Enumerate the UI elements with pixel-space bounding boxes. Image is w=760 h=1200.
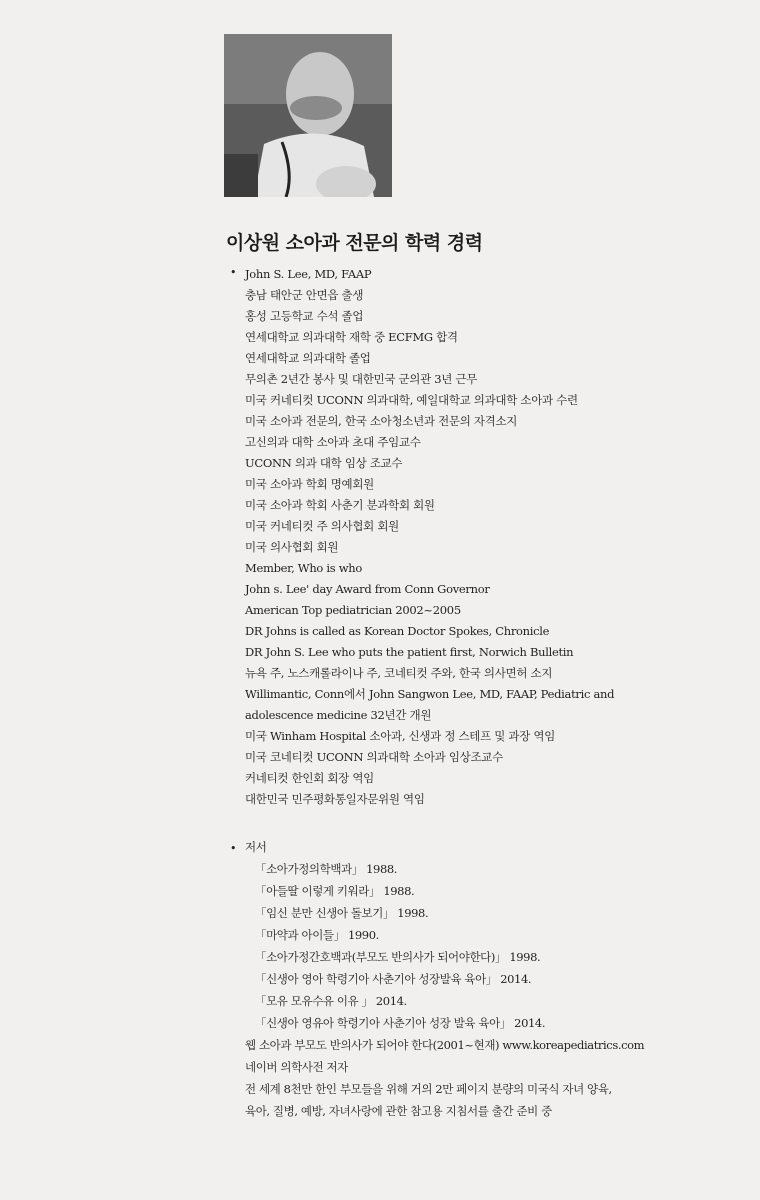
list-item: American Top pediatrician 2002~2005	[245, 603, 461, 617]
list-item: DR Johns is called as Korean Doctor Spokes, Chronicle	[245, 624, 550, 638]
list-item: 연세대학교 의과대학 재학 중 ECFMG 합격	[245, 330, 458, 344]
list-item: Willimantic, Conn에서 John Sangwon Lee, MD, FAAP, Pediatric and	[245, 687, 615, 701]
career-list	[245, 264, 665, 810]
list-item: 웹 소아과 부모도 반의사가 되어야 한다(2001~현재) www.koreapediatrics.com	[245, 1038, 645, 1052]
list-item: 미국 Winham Hospital 소아과, 신생과 정 스테프 및 과장 역임	[245, 729, 556, 743]
list-item: 네이버 의학사전 저자	[245, 1060, 348, 1074]
list-item: 연세대학교 의과대학 졸업	[245, 351, 371, 365]
list-item: John S. Lee, MD, FAAP	[245, 267, 372, 281]
list-item: Member, Who is who	[245, 561, 363, 575]
works-heading: 저서	[245, 840, 267, 854]
list-item: 미국 커네티컷 UCONN 의과대학, 예일대학교 의과대학 소아과 수련	[245, 393, 578, 407]
list-item: UCONN 의과 대학 임상 조교수	[245, 456, 403, 470]
list-item: 고신의과 대학 소아과 초대 주임교수	[245, 435, 421, 449]
list-item: 뉴욕 주, 노스캐롤라이나 주, 코네티컷 주와, 한국 의사면허 소지	[245, 666, 553, 680]
list-item: 「아들딸 이렇게 키워라」 1988.	[255, 884, 415, 898]
bullet-icon: •	[230, 842, 237, 855]
list-item: 「모유 모유수유 이유 」 2014.	[255, 994, 407, 1008]
list-item: 「신생아 영아 학령기아 사춘기아 성장발육 육아」 2014.	[255, 972, 532, 986]
page-title: 이상원 소아과 전문의 학력 경력	[226, 232, 483, 254]
doctor-photo	[224, 34, 392, 197]
list-item: 「소아가정간호백과(부모도 반의사가 되어야한다)」 1998.	[255, 950, 541, 964]
list-item: 무의촌 2년간 봉사 및 대한민국 군의관 3년 근무	[245, 372, 478, 386]
list-item: 미국 소아과 학회 사춘기 분과학회 회원	[245, 498, 435, 512]
list-item: John s. Lee' day Award from Conn Governor	[245, 582, 490, 596]
list-item: 미국 소아과 학회 명예회원	[245, 477, 374, 491]
list-item: 미국 의사협회 회원	[245, 540, 339, 554]
list-item: 미국 커네티컷 주 의사협회 회원	[245, 519, 399, 533]
list-item: adolescence medicine 32년간 개원	[245, 708, 432, 722]
list-item: 미국 코네티컷 UCONN 의과대학 소아과 임상조교수	[245, 750, 503, 764]
list-item: 미국 소아과 전문의, 한국 소아청소년과 전문의 자격소지	[245, 414, 518, 428]
list-item: 「소아가정의학백과」 1988.	[255, 862, 398, 876]
list-item: 「신생아 영유아 학령기아 사춘기아 성장 발육 육아」 2014.	[255, 1016, 546, 1030]
works-list	[245, 836, 685, 1122]
list-item: 커네티컷 한인회 회장 역임	[245, 771, 374, 785]
list-item: 「임신 분만 신생아 돌보기」 1998.	[255, 906, 429, 920]
list-item: 충남 태안군 안면읍 출생	[245, 288, 364, 302]
list-item: 대한민국 민주평화통일자문위원 역임	[245, 792, 425, 806]
list-item: 「마약과 아이들」 1990.	[255, 928, 379, 942]
list-item: 육아, 질병, 예방, 자녀사랑에 관한 참고용 지침서를 출간 준비 중	[245, 1104, 552, 1118]
list-item: 전 세계 8천만 한인 부모들을 위해 거의 2만 페이지 분량의 미국식 자녀 양육,	[245, 1082, 612, 1096]
list-item: DR John S. Lee who puts the patient first, Norwich Bulletin	[245, 645, 574, 659]
bullet-icon: •	[230, 266, 237, 279]
list-item: 홍성 고등학교 수석 졸업	[245, 309, 364, 323]
